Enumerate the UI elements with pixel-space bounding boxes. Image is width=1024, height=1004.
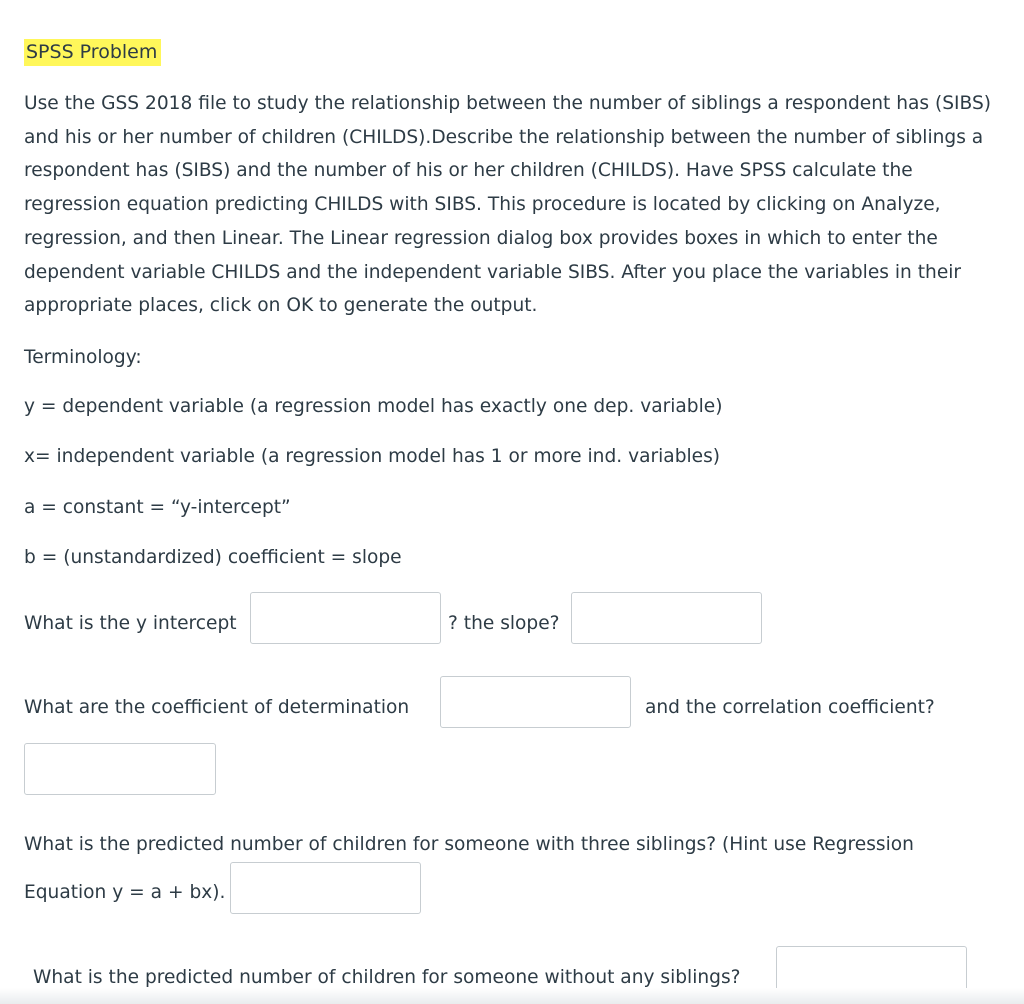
question-three-siblings-text: What is the predicted number of children for someone with three siblings? (Hint use Regression <box>24 834 914 855</box>
question-correlation-text: and the correlation coefficient? <box>645 697 935 718</box>
terminology-label: Terminology: <box>24 347 142 368</box>
problem-description: Use the GSS 2018 file to study the relationship between the number of siblings a respondent has (SIBS) and his or her number of children (CHILDS).Describe the relationship between the number of siblings a respondent has (SIBS) and the number of his or her children (CHILDS). Have SPSS calculate the regression equation predicting CHILDS with SIBS. This procedure is located by clicking on Analyze, regression, and then Linear. The Linear regression dialog box provides boxes in which to enter the dependent variable CHILDS and the independent variable SIBS. After you place the variables in their appropriate places, click on OK to generate the output. <box>24 93 992 317</box>
coefficient-of-determination-answer-input[interactable] <box>440 676 631 728</box>
question-slope-text: ? the slope? <box>448 613 560 634</box>
y-intercept-answer-input[interactable] <box>250 592 441 644</box>
question-three-siblings-equation-text: Equation y = a + bx). <box>24 882 226 903</box>
three-siblings-answer-input[interactable] <box>230 862 421 914</box>
terminology-x-definition: x= independent variable (a regression model has 1 or more ind. variables) <box>24 446 721 467</box>
bottom-edge-shadow <box>0 988 1024 1004</box>
page-heading: SPSS Problem <box>24 39 161 66</box>
terminology-y-definition: y = dependent variable (a regression model has exactly one dep. variable) <box>24 396 723 417</box>
question-no-siblings-text: What is the predicted number of children for someone without any siblings? <box>33 967 741 988</box>
correlation-coefficient-answer-input[interactable] <box>24 743 216 795</box>
question-determination-text: What are the coefficient of determination <box>24 697 410 718</box>
question-y-intercept-text: What is the y intercept <box>24 613 237 634</box>
slope-answer-input[interactable] <box>571 592 762 644</box>
terminology-a-definition: a = constant = “y-intercept” <box>24 497 291 518</box>
terminology-b-definition: b = (unstandardized) coefficient = slope <box>24 547 402 568</box>
